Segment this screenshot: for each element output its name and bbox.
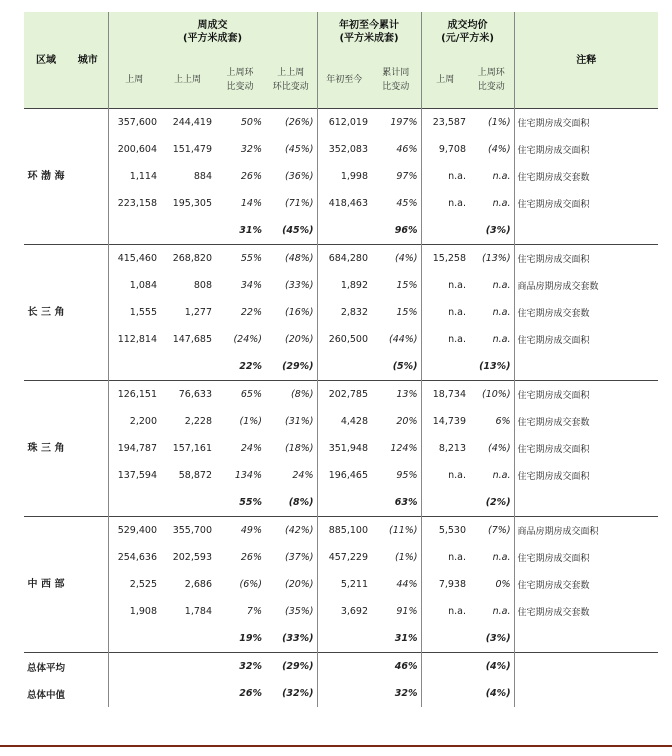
average-prev-wow-change: (45%) [282, 225, 314, 236]
avg-price-wow-change: 0% [495, 579, 511, 590]
bottom-rule [0, 745, 672, 747]
note-text: 商品房期房成交套数 [514, 272, 658, 299]
empty-cell [160, 217, 215, 245]
note-text: 住宅期房成交面积 [514, 435, 658, 462]
ytd-volume: 5,211 [317, 571, 371, 598]
avg-price-wow-change: n.a. [492, 171, 511, 182]
header-weekly: 周成交 (平方米成套) [108, 12, 317, 52]
prev-week-volume: 202,593 [172, 552, 212, 563]
total-prev-wow-change: (32%) [282, 688, 314, 699]
table-row [24, 571, 658, 598]
prev-week-volume: 1,784 [184, 606, 212, 617]
last-week-volume: 1,114 [108, 163, 160, 190]
average-price-change: (13%) [479, 361, 511, 372]
last-week-wow-change: 34% [240, 280, 262, 291]
prev-week-wow-change: (8%) [265, 381, 317, 409]
average-price-change: (3%) [485, 225, 511, 236]
table-row [24, 190, 658, 217]
city-name [68, 136, 108, 163]
last-week-volume: 137,594 [108, 462, 160, 489]
prev-week-wow-change: (35%) [284, 606, 314, 617]
empty-cell [421, 217, 469, 245]
table-row [24, 245, 658, 273]
avg-price: n.a. [421, 598, 469, 625]
empty-cell [514, 489, 658, 517]
last-week-wow-change: 26% [240, 552, 262, 563]
average-wow-change: 19% [239, 633, 262, 644]
last-week-volume: 254,636 [108, 544, 160, 571]
note-text: 住宅期房成交面积 [514, 136, 658, 163]
avg-price: n.a. [421, 326, 469, 353]
table-row [24, 544, 658, 571]
note-text: 住宅期房成交套数 [514, 299, 658, 326]
table-row [24, 136, 658, 163]
header-price-last: 上周 [421, 52, 469, 109]
ytd-yoy-change: 13% [371, 381, 421, 409]
note-text: 住宅期房成交套数 [514, 408, 658, 435]
last-week-volume: 2,200 [108, 408, 160, 435]
note-text: 住宅期房成交面积 [514, 462, 658, 489]
total-row [24, 653, 658, 681]
avg-price: 14,739 [421, 408, 469, 435]
ytd-yoy-change: (1%) [395, 552, 418, 563]
prev-week-wow-change: (31%) [284, 416, 314, 427]
header-ytd-change: 累计同 比变动 [382, 68, 410, 92]
average-ytd-change: 96% [394, 225, 418, 236]
prev-week-wow-change: (20%) [284, 579, 314, 590]
ytd-volume: 457,229 [317, 544, 371, 571]
empty-cell [514, 217, 658, 245]
ytd-volume: 3,692 [317, 598, 371, 625]
average-price-change: (2%) [485, 497, 511, 508]
prev-week-wow-change: (18%) [284, 443, 314, 454]
ytd-yoy-change: (44%) [388, 334, 418, 345]
prev-week-volume: 195,305 [172, 198, 212, 209]
average-wow-change: 31% [239, 225, 262, 236]
ytd-volume: 260,500 [317, 326, 371, 353]
empty-cell [514, 680, 658, 707]
header-prev-wow: 上上周 环比变动 [272, 68, 309, 92]
last-week-wow-change: 32% [240, 144, 262, 155]
avg-price-wow-change: n.a. [492, 470, 511, 481]
region-label: 中 西 部 [24, 517, 68, 653]
avg-price: 18,734 [421, 381, 469, 409]
avg-price-wow-change: n.a. [492, 552, 511, 563]
header-last-week: 上周 [108, 52, 160, 109]
empty-cell [317, 353, 371, 381]
prev-week-volume: 808 [193, 280, 212, 291]
region-label: 长 三 角 [24, 245, 68, 381]
avg-price-wow-change: (4%) [488, 144, 511, 155]
total-label: 总体平均 [24, 653, 108, 681]
prev-week-volume: 76,633 [160, 381, 215, 409]
average-wow-change: 55% [239, 497, 262, 508]
city-name [68, 517, 108, 545]
empty-cell [160, 680, 215, 707]
avg-price: n.a. [421, 544, 469, 571]
avg-price-wow-change: n.a. [492, 198, 511, 209]
last-week-wow-change: 22% [240, 307, 262, 318]
empty-cell [421, 353, 469, 381]
empty-cell [317, 680, 371, 707]
prev-week-wow-change: (48%) [265, 245, 317, 273]
avg-price-wow-change: 6% [495, 416, 511, 427]
header-note: 注释 [514, 12, 658, 109]
ytd-volume: 352,083 [317, 136, 371, 163]
empty-cell [108, 653, 160, 681]
note-text: 商品房期房成交面积 [514, 517, 658, 545]
last-week-wow-change: 65% [215, 381, 265, 409]
empty-cell [108, 217, 160, 245]
average-prev-wow-change: (33%) [282, 633, 314, 644]
empty-cell [421, 680, 469, 707]
prev-week-wow-change: (20%) [284, 334, 314, 345]
city-name [68, 435, 108, 462]
prev-week-wow-change: (26%) [265, 109, 317, 137]
last-week-volume: 112,814 [108, 326, 160, 353]
ytd-volume: 196,465 [317, 462, 371, 489]
city-name [68, 408, 108, 435]
ytd-yoy-change: 97% [396, 171, 418, 182]
ytd-volume: 202,785 [317, 381, 371, 409]
avg-price: 5,530 [421, 517, 469, 545]
table-row [24, 435, 658, 462]
group-average-row [24, 353, 658, 381]
avg-price: 15,258 [421, 245, 469, 273]
total-label: 总体中值 [27, 689, 66, 701]
empty-cell [160, 625, 215, 653]
avg-price: n.a. [421, 462, 469, 489]
table-row [24, 299, 658, 326]
prev-week-volume: 244,419 [160, 109, 215, 137]
avg-price-wow-change: n.a. [492, 307, 511, 318]
table-row [24, 272, 658, 299]
average-label [68, 625, 108, 653]
group-average-row [24, 625, 658, 653]
prev-week-volume: 355,700 [160, 517, 215, 545]
ytd-yoy-change: 46% [396, 144, 418, 155]
prev-week-wow-change: (33%) [284, 280, 314, 291]
ytd-yoy-change: 95% [396, 470, 418, 481]
note-text: 住宅期房成交面积 [514, 381, 658, 409]
table-row [24, 517, 658, 545]
last-week-wow-change: (24%) [233, 334, 262, 345]
note-text: 住宅期房成交套数 [514, 163, 658, 190]
prev-week-wow-change: (36%) [284, 171, 314, 182]
empty-cell [108, 489, 160, 517]
last-week-volume: 200,604 [108, 136, 160, 163]
empty-cell [160, 489, 215, 517]
last-week-volume: 1,555 [108, 299, 160, 326]
header-ytd: 年初至今累计 (平方米成套) [317, 12, 421, 52]
header-prev-week: 上上周 [173, 75, 201, 85]
city-name [68, 571, 108, 598]
average-wow-change: 22% [239, 361, 262, 372]
city-name [68, 109, 108, 137]
avg-price-wow-change: (7%) [469, 517, 514, 545]
ytd-volume: 351,948 [317, 435, 371, 462]
last-week-volume: 194,787 [108, 435, 160, 462]
empty-cell [514, 353, 658, 381]
average-prev-wow-change: (29%) [282, 361, 314, 372]
city-name [68, 462, 108, 489]
prev-week-volume: 151,479 [172, 144, 212, 155]
total-wow-change: 26% [239, 688, 262, 699]
ytd-yoy-change: 15% [396, 280, 418, 291]
last-week-wow-change: 14% [240, 198, 262, 209]
prev-week-wow-change: (71%) [284, 198, 314, 209]
last-week-volume: 126,151 [108, 381, 160, 409]
empty-cell [421, 653, 469, 681]
empty-cell [317, 653, 371, 681]
note-text: 住宅期房成交面积 [514, 544, 658, 571]
average-label [68, 489, 108, 517]
last-week-wow-change: 24% [240, 443, 262, 454]
prev-week-volume: 1,277 [184, 307, 212, 318]
avg-price-wow-change: (10%) [469, 381, 514, 409]
prev-week-volume: 147,685 [172, 334, 212, 345]
empty-cell [160, 653, 215, 681]
avg-price-wow-change: (4%) [488, 443, 511, 454]
city-name [68, 381, 108, 409]
prev-week-wow-change: (45%) [284, 144, 314, 155]
last-week-wow-change: 50% [215, 109, 265, 137]
table-body [24, 109, 658, 708]
avg-price-wow-change: (13%) [469, 245, 514, 273]
prev-week-volume: 58,872 [178, 470, 212, 481]
region-label: 环 渤 海 [24, 109, 68, 245]
city-name [68, 326, 108, 353]
average-ytd-change: 31% [394, 633, 418, 644]
city-name [68, 544, 108, 571]
last-week-wow-change: (6%) [239, 579, 262, 590]
empty-cell [514, 653, 658, 681]
group-average-row [24, 489, 658, 517]
ytd-yoy-change: 45% [396, 198, 418, 209]
total-price-change: (4%) [469, 653, 514, 681]
prev-week-volume: 157,161 [172, 443, 212, 454]
average-ytd-change: (5%) [392, 361, 418, 372]
ytd-yoy-change: 20% [396, 416, 418, 427]
note-text: 住宅期房成交面积 [514, 109, 658, 137]
note-text: 住宅期房成交套数 [514, 571, 658, 598]
total-wow-change: 32% [215, 653, 265, 681]
last-week-wow-change: (1%) [239, 416, 262, 427]
empty-cell [108, 680, 160, 707]
last-week-wow-change: 7% [246, 606, 262, 617]
prev-week-volume: 884 [193, 171, 212, 182]
last-week-wow-change: 49% [215, 517, 265, 545]
ytd-yoy-change: 197% [371, 109, 421, 137]
avg-price-wow-change: n.a. [492, 334, 511, 345]
ytd-yoy-change: 124% [390, 443, 418, 454]
ytd-volume: 612,019 [317, 109, 371, 137]
prev-week-volume: 2,686 [184, 579, 212, 590]
average-label [68, 353, 108, 381]
total-prev-wow-change: (29%) [265, 653, 317, 681]
region-label: 珠 三 角 [24, 381, 68, 517]
average-label [68, 217, 108, 245]
ytd-volume: 418,463 [317, 190, 371, 217]
note-text: 住宅期房成交面积 [514, 245, 658, 273]
average-prev-wow-change: (8%) [288, 497, 314, 508]
last-week-volume: 1,084 [108, 272, 160, 299]
total-ytd-change: 32% [394, 688, 418, 699]
table-row [24, 408, 658, 435]
ytd-yoy-change: 44% [396, 579, 418, 590]
header-price-wow: 上周环 比变动 [477, 68, 505, 92]
housing-transaction-table [24, 12, 658, 707]
prev-week-volume: 2,228 [184, 416, 212, 427]
last-week-wow-change: 55% [215, 245, 265, 273]
table-row [24, 381, 658, 409]
last-week-volume: 529,400 [108, 517, 160, 545]
table-row [24, 598, 658, 625]
ytd-volume: 2,832 [317, 299, 371, 326]
city-name [68, 163, 108, 190]
ytd-yoy-change: 91% [396, 606, 418, 617]
ytd-volume: 885,100 [317, 517, 371, 545]
note-text: 住宅期房成交面积 [514, 190, 658, 217]
ytd-volume: 684,280 [317, 245, 371, 273]
average-ytd-change: 63% [394, 497, 418, 508]
city-name [68, 245, 108, 273]
ytd-volume: 1,998 [317, 163, 371, 190]
last-week-volume: 2,525 [108, 571, 160, 598]
avg-price: n.a. [421, 272, 469, 299]
total-ytd-change: 46% [371, 653, 421, 681]
last-week-wow-change: 134% [234, 470, 262, 481]
total-row [24, 680, 658, 707]
note-text: 住宅期房成交面积 [514, 326, 658, 353]
avg-price: n.a. [421, 163, 469, 190]
empty-cell [421, 489, 469, 517]
prev-week-wow-change: 24% [292, 470, 314, 481]
empty-cell [160, 353, 215, 381]
table-row [24, 326, 658, 353]
empty-cell [421, 625, 469, 653]
prev-week-volume: 268,820 [160, 245, 215, 273]
ytd-yoy-change: 15% [396, 307, 418, 318]
group-average-row [24, 217, 658, 245]
avg-price: 9,708 [421, 136, 469, 163]
last-week-volume: 357,600 [108, 109, 160, 137]
header-city: 城市 [77, 54, 98, 66]
header-ytd-value: 年初至今 [317, 52, 371, 109]
avg-price: 7,938 [421, 571, 469, 598]
note-text: 住宅期房成交套数 [514, 598, 658, 625]
avg-price: 8,213 [421, 435, 469, 462]
city-name [68, 272, 108, 299]
avg-price: n.a. [421, 190, 469, 217]
ytd-volume: 4,428 [317, 408, 371, 435]
table-row [24, 462, 658, 489]
empty-cell [514, 625, 658, 653]
ytd-yoy-change: (4%) [371, 245, 421, 273]
table-row [24, 109, 658, 137]
avg-price-wow-change: (1%) [469, 109, 514, 137]
prev-week-wow-change: (42%) [265, 517, 317, 545]
average-price-change: (3%) [485, 633, 511, 644]
empty-cell [317, 217, 371, 245]
empty-cell [317, 625, 371, 653]
last-week-volume: 1,908 [108, 598, 160, 625]
empty-cell [317, 489, 371, 517]
table-row [24, 163, 658, 190]
city-name [68, 190, 108, 217]
avg-price: 23,587 [421, 109, 469, 137]
prev-week-wow-change: (37%) [284, 552, 314, 563]
ytd-yoy-change: (11%) [371, 517, 421, 545]
last-week-wow-change: 26% [240, 171, 262, 182]
last-week-volume: 223,158 [108, 190, 160, 217]
total-price-change: (4%) [485, 688, 511, 699]
header-region: 区域 [36, 54, 56, 66]
city-name [68, 598, 108, 625]
last-week-volume: 415,460 [108, 245, 160, 273]
avg-price-wow-change: n.a. [492, 280, 511, 291]
ytd-volume: 1,892 [317, 272, 371, 299]
city-name [68, 299, 108, 326]
header-wow: 上周环 比变动 [226, 68, 254, 92]
avg-price-wow-change: n.a. [492, 606, 511, 617]
empty-cell [108, 353, 160, 381]
avg-price: n.a. [421, 299, 469, 326]
prev-week-wow-change: (16%) [284, 307, 314, 318]
header-price: 成交均价 (元/平方米) [421, 12, 514, 52]
empty-cell [108, 625, 160, 653]
